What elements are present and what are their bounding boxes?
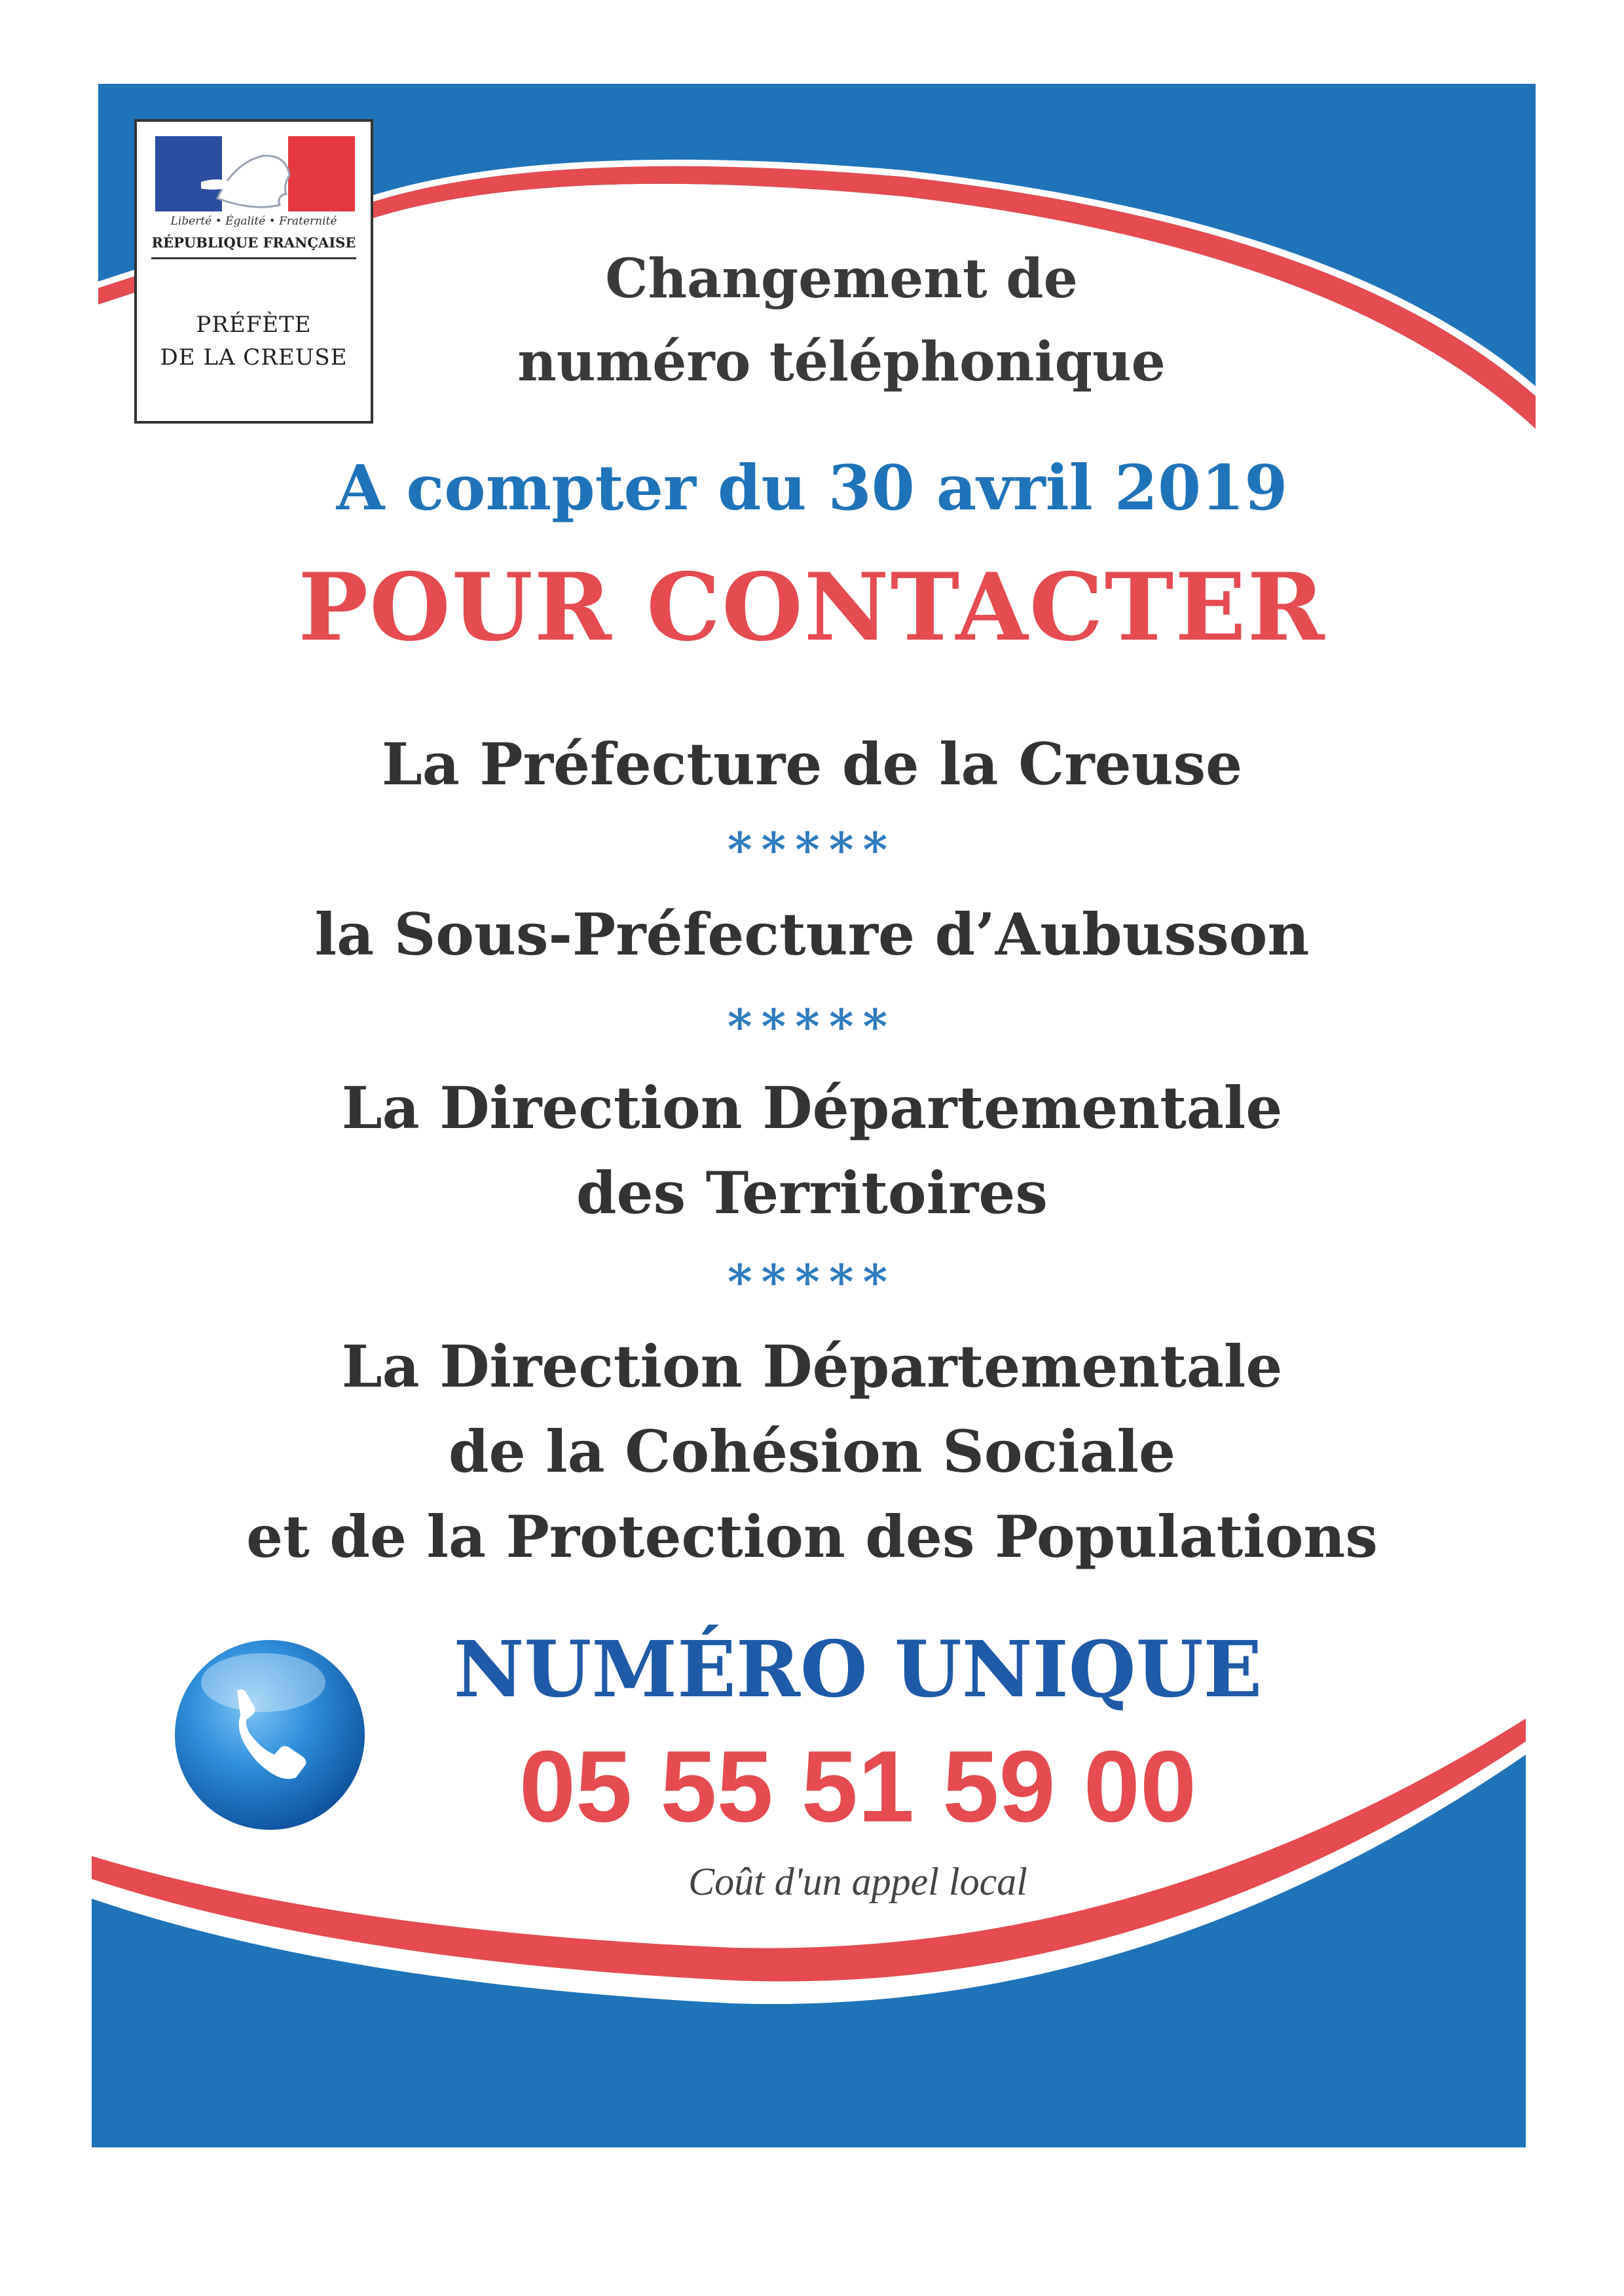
separator-stars: ***** bbox=[727, 998, 897, 1054]
prefecture-name-line2: DE LA CREUSE bbox=[160, 344, 348, 371]
org-prefecture: La Préfecture de la Creuse bbox=[381, 730, 1243, 798]
org-ddcspp-line2: de la Cohésion Sociale bbox=[449, 1417, 1175, 1485]
prefecture-name-line1: PRÉFÈTE bbox=[196, 312, 312, 338]
effective-date: A compter du 30 avril 2019 bbox=[336, 452, 1288, 524]
org-sous-prefecture: la Sous-Préfecture d’Aubusson bbox=[314, 900, 1310, 968]
separator-stars: ***** bbox=[727, 822, 897, 877]
marianne-logo bbox=[155, 136, 355, 211]
phone-icon bbox=[172, 1637, 368, 1833]
org-ddt-line1: La Direction Départementale bbox=[341, 1074, 1283, 1142]
title-line1: Changement de bbox=[605, 247, 1078, 310]
contact-heading: POUR CONTACTER bbox=[298, 553, 1326, 662]
org-ddcspp-line3: et de la Protection des Populations bbox=[246, 1503, 1378, 1571]
org-ddt-line2: des Territoires bbox=[576, 1159, 1048, 1227]
motto-text: Liberté • Égalité • Fraternité bbox=[170, 215, 337, 228]
phone-number: 05 55 51 59 00 bbox=[519, 1730, 1197, 1843]
number-heading: NUMÉRO UNIQUE bbox=[453, 1624, 1263, 1715]
cost-note: Coût d'un appel local bbox=[688, 1860, 1027, 1903]
republic-text: RÉPUBLIQUE FRANÇAISE bbox=[151, 234, 356, 251]
title-line2: numéro téléphonique bbox=[517, 331, 1166, 393]
org-ddcspp-line1: La Direction Départementale bbox=[341, 1332, 1283, 1400]
separator-stars: ***** bbox=[727, 1254, 897, 1309]
